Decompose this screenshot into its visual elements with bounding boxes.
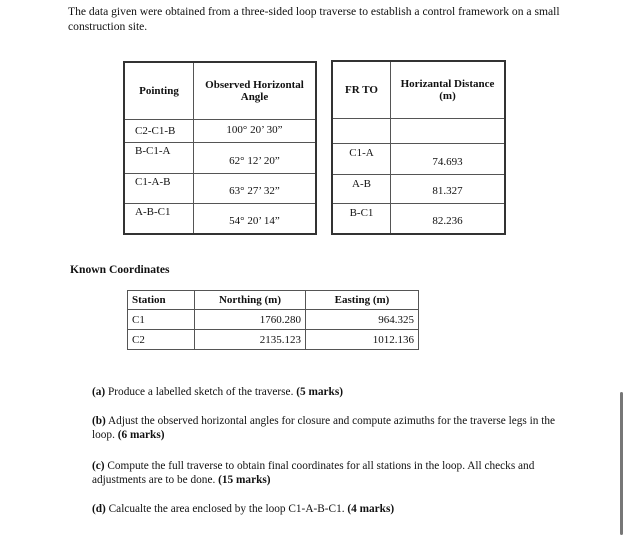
question-label: (d) (92, 503, 106, 515)
pointing-cell: C1-A-B (124, 174, 194, 204)
question-marks: (4 marks) (347, 503, 395, 515)
col-header-station: Station (128, 291, 195, 310)
known-coordinates-table (127, 290, 419, 350)
line-cell: B-C1 (332, 204, 391, 234)
distance-cell (391, 119, 506, 144)
observed-angles-table (123, 61, 317, 235)
question-b (92, 414, 562, 442)
station-cell: C1 (128, 310, 195, 330)
question-label: (b) (92, 415, 106, 427)
question-a (92, 385, 562, 399)
question-text: Compute the full traverse to obtain final coordinates for all stations in the loop. All checks and adjustments are to be done. (92, 460, 535, 486)
intro-paragraph: The data given were obtained from a three-sided loop traverse to establish a control framework on a small construction site. (68, 5, 560, 33)
question-marks: (6 marks) (117, 429, 165, 441)
angle-cell: 62° 12’ 20” (194, 143, 317, 174)
distance-cell: 74.693 (391, 144, 506, 175)
distance-cell: 82.236 (391, 204, 506, 234)
line-cell (332, 119, 391, 144)
known-coordinates-title: Known Coordinates (70, 263, 170, 276)
question-c (92, 459, 562, 487)
question-marks: (15 marks) (218, 474, 271, 486)
northing-cell: 2135.123 (195, 330, 306, 350)
angle-cell: 100° 20’ 30” (194, 120, 317, 143)
northing-cell: 1760.280 (195, 310, 306, 330)
col-header-northing: Northing (m) (195, 291, 306, 310)
angle-cell: 54° 20’ 14” (194, 204, 317, 234)
easting-cell: 1012.136 (306, 330, 419, 350)
station-cell: C2 (128, 330, 195, 350)
col-header-distance: Horizantal Distance (m) (391, 61, 506, 119)
col-header-easting: Easting (m) (306, 291, 419, 310)
distances-table (331, 60, 506, 235)
line-cell: A-B (332, 175, 391, 204)
question-marks: (5 marks) (296, 386, 343, 398)
col-header-line: FR TO (332, 61, 391, 119)
question-label: (c) (92, 460, 105, 472)
question-label: (a) (92, 386, 106, 398)
pointing-cell: C2-C1-B (124, 120, 194, 143)
distance-cell: 81.327 (391, 175, 506, 204)
question-text: Adjust the observed horizontal angles for closure and compute azimuths for the traverse legs in the loop. (92, 415, 556, 441)
pointing-cell: A-B-C1 (124, 204, 194, 234)
angle-cell: 63° 27’ 32” (194, 174, 317, 204)
question-d (92, 502, 562, 516)
easting-cell: 964.325 (306, 310, 419, 330)
col-header-angle: Observed Horizontal Angle (194, 62, 317, 120)
question-text: Calcualte the area enclosed by the loop C1-A-B-C1. (108, 503, 345, 515)
line-cell: C1-A (332, 144, 391, 175)
col-header-pointing: Pointing (124, 62, 194, 120)
pointing-cell: B-C1-A (124, 143, 194, 174)
question-text: Produce a labelled sketch of the traverse. (108, 386, 294, 398)
